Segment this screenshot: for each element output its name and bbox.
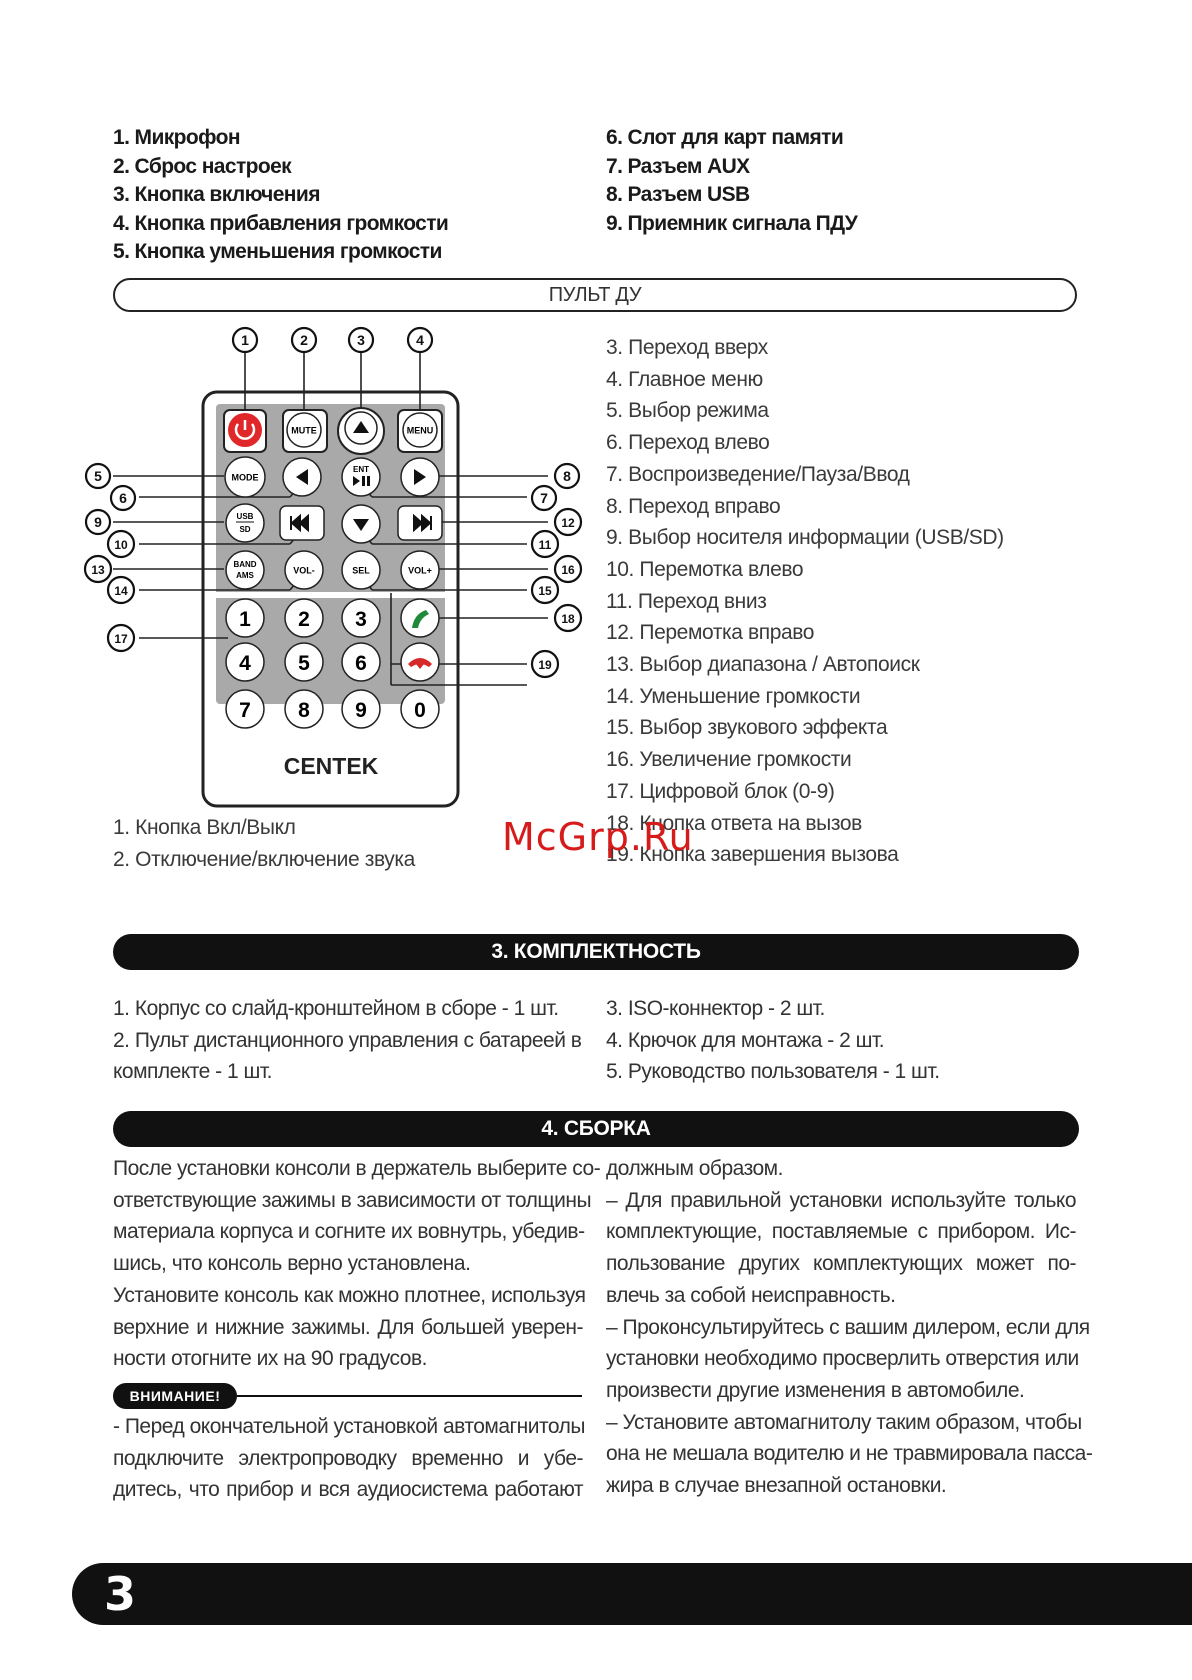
- callout-number: 7: [540, 490, 548, 506]
- menu-label: MENU: [406, 425, 434, 436]
- assembly-text-right: [606, 1153, 1093, 1502]
- callout-number: 4: [416, 332, 424, 348]
- text-line: – Для правильной установки используйте только: [606, 1188, 1076, 1212]
- footer-bar: [72, 1563, 1192, 1625]
- text-line: произвести другие изменения в автомобиле.: [606, 1378, 1025, 1402]
- legend-item: 2. Отключение/включение звука: [113, 847, 415, 871]
- remote-section-header: ПУЛЬТ ДУ: [113, 278, 1077, 312]
- legend-item: 6. Переход влево: [606, 431, 770, 455]
- legend-item: 9. Выбор носителя информации (USB/SD): [606, 526, 1004, 550]
- legend-item: 3. Переход вверх: [606, 336, 768, 359]
- callout-number: 3: [357, 332, 365, 348]
- digit-label: 5: [298, 652, 310, 675]
- text-line: - Перед окончательной установкой автомагнитолы: [113, 1415, 585, 1438]
- text-line: комплектующие, поставляемые с прибором. Ис-: [606, 1220, 1076, 1244]
- text-line: шись, что консоль верно установлена.: [113, 1252, 471, 1276]
- text-line: подключите электропроводку временно и убе-: [113, 1446, 583, 1470]
- callout-number: 12: [561, 516, 575, 530]
- section-header-contents: 3. КОМПЛЕКТНОСТЬ: [113, 934, 1079, 970]
- text-line: – Проконсультируйтесь с вашим дилером, если для: [606, 1315, 1090, 1339]
- text-line: – Установите автомагнитолу таким образом, чтобы: [606, 1410, 1082, 1434]
- callout-number: 8: [563, 468, 571, 484]
- callout-number: 16: [561, 563, 575, 577]
- warning-text: [113, 1411, 583, 1506]
- list-item: 9. Приемник сигнала ПДУ: [606, 211, 858, 235]
- brand-logo: CENTEK: [283, 753, 379, 779]
- callout-number: 14: [114, 584, 128, 598]
- text-line: установки необходимо просверлить отверстия или: [606, 1347, 1079, 1371]
- callout-number: 10: [114, 538, 128, 552]
- list-item: 5. Руководство пользователя - 1 шт.: [606, 1060, 940, 1084]
- text-line: жира в случае внезапной остановки.: [606, 1474, 947, 1498]
- text-line: пользование других комплектующих может по-: [606, 1252, 1076, 1276]
- band-ams-button[interactable]: [226, 551, 264, 589]
- text-line: ответствующие зажимы в зависимости от толщины: [113, 1188, 592, 1212]
- mute-label: MUTE: [291, 425, 317, 436]
- legend-item: 11. Переход вниз: [606, 589, 767, 613]
- band-label: BAND: [233, 560, 257, 569]
- usb-label: USB: [236, 512, 254, 521]
- callout-number: 2: [300, 332, 308, 348]
- text-line: она не мешала водителю и не травмировала пасса-: [606, 1442, 1093, 1466]
- text-line: материала корпуса и согните их вовнутрь, убедив-: [113, 1220, 585, 1244]
- digit-label: 7: [239, 699, 251, 722]
- callout-number: 18: [561, 612, 575, 626]
- legend-item: 19. Кнопка завершения вызова: [606, 843, 899, 867]
- legend-item: 17. Цифровой блок (0-9): [606, 779, 835, 803]
- usb-sd-button[interactable]: [226, 504, 264, 542]
- legend-item: 4. Главное меню: [606, 367, 763, 391]
- list-item: 6. Слот для карт памяти: [606, 126, 844, 149]
- list-item: 4. Кнопка прибавления громкости: [113, 211, 449, 235]
- digit-label: 4: [239, 652, 251, 675]
- warning-badge: ВНИМАНИЕ!: [113, 1383, 237, 1409]
- legend-item: 18. Кнопка ответа на вызов: [606, 811, 862, 835]
- list-item: 1. Корпус со слайд-кронштейном в сборе - 1 шт.: [113, 997, 559, 1020]
- text-line: влечь за собой неисправность.: [606, 1283, 896, 1307]
- ent-label: ENT: [353, 465, 369, 474]
- list-item: 2. Пульт дистанционного управления с батареей в: [113, 1028, 582, 1052]
- text-line: верхние и нижние зажимы. Для большей уверен-: [113, 1315, 583, 1339]
- callout-number: 19: [538, 658, 552, 672]
- callout-number: 9: [94, 514, 102, 530]
- legend-item: 10. Перемотка влево: [606, 557, 804, 581]
- watermark: McGrp.Ru: [502, 815, 694, 859]
- legend-item: 5. Выбор режима: [606, 399, 769, 423]
- contents-list-left: [113, 993, 581, 1088]
- list-item: комплекте - 1 шт.: [113, 1060, 272, 1084]
- legend-item: 16. Увеличение громкости: [606, 748, 852, 772]
- legend-item: 12. Перемотка вправо: [606, 621, 815, 645]
- callout-number: 13: [91, 563, 105, 577]
- callout-number: 6: [119, 490, 127, 506]
- ent-play-pause-button[interactable]: [342, 458, 380, 496]
- callout-number: 11: [538, 538, 552, 552]
- text-line: дитесь, что прибор и вся аудиосистема работают: [113, 1478, 583, 1502]
- list-item: 1. Микрофон: [113, 126, 240, 149]
- digit-label: 9: [355, 699, 367, 722]
- ams-label: AMS: [236, 571, 254, 580]
- vol-plus-label: VOL+: [408, 565, 432, 576]
- text-line: должным образом.: [606, 1157, 783, 1180]
- remote-legend-left: [113, 812, 415, 875]
- legend-item: 8. Переход вправо: [606, 494, 781, 518]
- section-header-assembly: 4. СБОРКА: [113, 1111, 1079, 1147]
- legend-item: 7. Воспроизведение/Пауза/Ввод: [606, 462, 910, 486]
- page-number: 3: [104, 1567, 137, 1621]
- callout-number: 5: [94, 468, 102, 484]
- contents-list-right: [606, 993, 940, 1088]
- legend-item: 13. Выбор диапазона / Автопоиск: [606, 653, 920, 677]
- digit-label: 6: [355, 652, 367, 675]
- callout-number: 15: [538, 584, 552, 598]
- digit-label: 8: [298, 699, 310, 722]
- legend-item: 1. Кнопка Вкл/Выкл: [113, 816, 296, 839]
- list-item: 7. Разъем AUX: [606, 154, 750, 178]
- remote-diagram: [70, 320, 610, 820]
- list-item: 5. Кнопка уменьшения громкости: [113, 240, 442, 263]
- legend-item: 15. Выбор звукового эффекта: [606, 716, 888, 740]
- list-item: 2. Сброс настроек: [113, 154, 292, 178]
- digit-label: 0: [414, 699, 426, 722]
- warning-divider: [237, 1395, 582, 1397]
- list-item: 3. Кнопка включения: [113, 183, 320, 206]
- remote-legend-right: [606, 332, 1004, 871]
- digit-label: 2: [298, 608, 310, 631]
- vol-minus-label: VOL-: [293, 565, 315, 576]
- list-item: 4. Крючок для монтажа - 2 шт.: [606, 1028, 885, 1052]
- parts-list-left: [113, 124, 448, 267]
- digit-label: 1: [239, 608, 251, 631]
- callout-number: 1: [241, 332, 249, 348]
- legend-item: 14. Уменьшение громкости: [606, 684, 861, 708]
- digit-label: 3: [355, 608, 367, 631]
- list-item: 8. Разъем USB: [606, 183, 750, 206]
- text-line: После установки консоли в держатель выберите со-: [113, 1157, 601, 1180]
- text-line: ности отогните их на 90 градусов.: [113, 1347, 427, 1371]
- mode-label: MODE: [231, 472, 259, 483]
- text-line: Установите консоль как можно плотнее, используя: [113, 1283, 586, 1307]
- list-item: 3. ISO-коннектор - 2 шт.: [606, 997, 825, 1020]
- assembly-text-left: [113, 1153, 601, 1375]
- sel-label: SEL: [352, 565, 370, 576]
- sd-label: SD: [239, 525, 251, 534]
- callout-number: 17: [114, 632, 128, 646]
- parts-list-right: [606, 124, 857, 238]
